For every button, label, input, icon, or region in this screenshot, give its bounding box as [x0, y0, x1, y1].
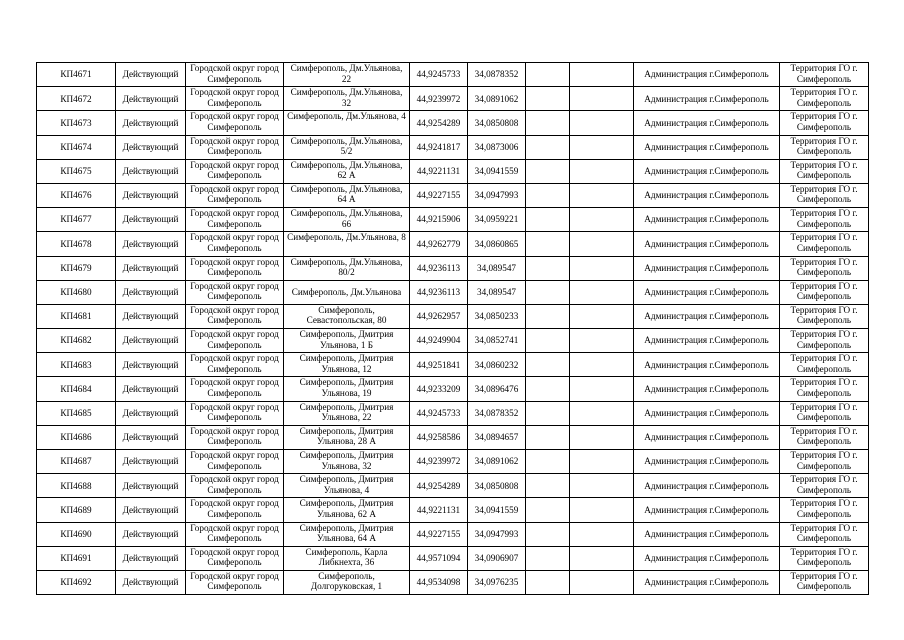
longitude-cell: 34,0976235 [468, 570, 526, 594]
district-cell: Городской округ город Симферополь [186, 474, 284, 498]
status-cell: Действующий [116, 522, 186, 546]
longitude-cell: 34,0891062 [468, 450, 526, 474]
district-cell: Городской округ город Симферополь [186, 353, 284, 377]
empty-cell [526, 401, 570, 425]
point-id-cell: КП4672 [37, 87, 116, 111]
point-id-cell: КП4676 [37, 183, 116, 207]
owner-cell: Администрация г.Симферополь [634, 304, 780, 328]
longitude-cell: 34,0860865 [468, 232, 526, 256]
longitude-cell: 34,0878352 [468, 401, 526, 425]
address-cell: Симферополь, Дм.Ульянова [284, 280, 410, 304]
table-row [37, 159, 869, 183]
latitude-cell: 44,9262779 [410, 232, 468, 256]
owner-cell: Администрация г.Симферополь [634, 183, 780, 207]
point-id-cell: КП4689 [37, 498, 116, 522]
table-row [37, 401, 869, 425]
registry-table [36, 62, 869, 595]
territory-cell: Территория ГО г. Симферополь [780, 111, 869, 135]
table-row [37, 546, 869, 570]
district-cell: Городской округ город Симферополь [186, 63, 284, 87]
territory-cell: Территория ГО г. Симферополь [780, 353, 869, 377]
longitude-cell: 34,0850233 [468, 304, 526, 328]
table-row [37, 111, 869, 135]
empty-cell [570, 63, 634, 87]
table-row [37, 570, 869, 594]
empty-cell [570, 401, 634, 425]
empty-cell [526, 208, 570, 232]
empty-cell [570, 256, 634, 280]
table-row [37, 304, 869, 328]
status-cell: Действующий [116, 425, 186, 449]
point-id-cell: КП4679 [37, 256, 116, 280]
point-id-cell: КП4688 [37, 474, 116, 498]
status-cell: Действующий [116, 304, 186, 328]
table-row [37, 183, 869, 207]
district-cell: Городской округ город Симферополь [186, 304, 284, 328]
address-cell: Симферополь, Дмитрия Ульянова, 62 А [284, 498, 410, 522]
status-cell: Действующий [116, 498, 186, 522]
territory-cell: Территория ГО г. Симферополь [780, 63, 869, 87]
owner-cell: Администрация г.Симферополь [634, 232, 780, 256]
empty-cell [526, 353, 570, 377]
address-cell: Симферополь, Дм.Ульянова, 62 А [284, 159, 410, 183]
district-cell: Городской округ город Симферополь [186, 425, 284, 449]
empty-cell [570, 546, 634, 570]
owner-cell: Администрация г.Симферополь [634, 208, 780, 232]
district-cell: Городской округ город Симферополь [186, 87, 284, 111]
empty-cell [526, 450, 570, 474]
owner-cell: Администрация г.Симферополь [634, 401, 780, 425]
territory-cell: Территория ГО г. Симферополь [780, 425, 869, 449]
empty-cell [526, 425, 570, 449]
territory-cell: Территория ГО г. Симферополь [780, 208, 869, 232]
registry-table-body [37, 63, 869, 595]
latitude-cell: 44,9215906 [410, 208, 468, 232]
address-cell: Симферополь, Дмитрия Ульянова, 12 [284, 353, 410, 377]
empty-cell [526, 329, 570, 353]
district-cell: Городской округ город Симферополь [186, 256, 284, 280]
empty-cell [526, 377, 570, 401]
status-cell: Действующий [116, 208, 186, 232]
territory-cell: Территория ГО г. Симферополь [780, 329, 869, 353]
owner-cell: Администрация г.Симферополь [634, 111, 780, 135]
owner-cell: Администрация г.Симферополь [634, 450, 780, 474]
empty-cell [570, 570, 634, 594]
status-cell: Действующий [116, 256, 186, 280]
address-cell: Симферополь, Дм.Ульянова, 4 [284, 111, 410, 135]
point-id-cell: КП4682 [37, 329, 116, 353]
latitude-cell: 44,9571094 [410, 546, 468, 570]
empty-cell [570, 111, 634, 135]
empty-cell [526, 159, 570, 183]
territory-cell: Территория ГО г. Симферополь [780, 87, 869, 111]
status-cell: Действующий [116, 63, 186, 87]
empty-cell [570, 183, 634, 207]
latitude-cell: 44,9221131 [410, 159, 468, 183]
status-cell: Действующий [116, 353, 186, 377]
territory-cell: Территория ГО г. Симферополь [780, 522, 869, 546]
district-cell: Городской округ город Симферополь [186, 329, 284, 353]
longitude-cell: 34,0947993 [468, 522, 526, 546]
territory-cell: Территория ГО г. Симферополь [780, 450, 869, 474]
point-id-cell: КП4687 [37, 450, 116, 474]
territory-cell: Территория ГО г. Симферополь [780, 232, 869, 256]
empty-cell [526, 498, 570, 522]
table-row [37, 256, 869, 280]
point-id-cell: КП4671 [37, 63, 116, 87]
district-cell: Городской округ город Симферополь [186, 232, 284, 256]
longitude-cell: 34,0891062 [468, 87, 526, 111]
empty-cell [570, 135, 634, 159]
owner-cell: Администрация г.Симферополь [634, 135, 780, 159]
address-cell: Симферополь, Дм.Ульянова, 8 [284, 232, 410, 256]
empty-cell [570, 450, 634, 474]
address-cell: Симферополь, Севастопольская, 80 [284, 304, 410, 328]
point-id-cell: КП4678 [37, 232, 116, 256]
owner-cell: Администрация г.Симферополь [634, 329, 780, 353]
table-row [37, 377, 869, 401]
address-cell: Симферополь, Дм.Ульянова, 64 А [284, 183, 410, 207]
address-cell: Симферополь, Дм.Ульянова, 80/2 [284, 256, 410, 280]
table-row [37, 208, 869, 232]
status-cell: Действующий [116, 329, 186, 353]
territory-cell: Территория ГО г. Симферополь [780, 183, 869, 207]
point-id-cell: КП4677 [37, 208, 116, 232]
status-cell: Действующий [116, 87, 186, 111]
empty-cell [526, 135, 570, 159]
longitude-cell: 34,089547 [468, 256, 526, 280]
point-id-cell: КП4673 [37, 111, 116, 135]
longitude-cell: 34,0850808 [468, 111, 526, 135]
district-cell: Городской округ город Симферополь [186, 183, 284, 207]
longitude-cell: 34,0873006 [468, 135, 526, 159]
longitude-cell: 34,0852741 [468, 329, 526, 353]
address-cell: Симферополь, Дм.Ульянова, 22 [284, 63, 410, 87]
address-cell: Симферополь, Долгоруковская, 1 [284, 570, 410, 594]
empty-cell [570, 159, 634, 183]
empty-cell [570, 280, 634, 304]
district-cell: Городской округ город Симферополь [186, 280, 284, 304]
territory-cell: Территория ГО г. Симферополь [780, 546, 869, 570]
owner-cell: Администрация г.Симферополь [634, 87, 780, 111]
longitude-cell: 34,0941559 [468, 159, 526, 183]
owner-cell: Администрация г.Симферополь [634, 474, 780, 498]
empty-cell [526, 280, 570, 304]
empty-cell [570, 329, 634, 353]
latitude-cell: 44,9245733 [410, 401, 468, 425]
address-cell: Симферополь, Дмитрия Ульянова, 22 [284, 401, 410, 425]
latitude-cell: 44,9251841 [410, 353, 468, 377]
latitude-cell: 44,9245733 [410, 63, 468, 87]
point-id-cell: КП4685 [37, 401, 116, 425]
latitude-cell: 44,9241817 [410, 135, 468, 159]
address-cell: Симферополь, Дм.Ульянова, 66 [284, 208, 410, 232]
status-cell: Действующий [116, 280, 186, 304]
empty-cell [570, 304, 634, 328]
empty-cell [570, 498, 634, 522]
longitude-cell: 34,0959221 [468, 208, 526, 232]
point-id-cell: КП4680 [37, 280, 116, 304]
point-id-cell: КП4691 [37, 546, 116, 570]
status-cell: Действующий [116, 546, 186, 570]
address-cell: Симферополь, Дмитрия Ульянова, 19 [284, 377, 410, 401]
empty-cell [526, 232, 570, 256]
owner-cell: Администрация г.Симферополь [634, 498, 780, 522]
owner-cell: Администрация г.Симферополь [634, 159, 780, 183]
empty-cell [526, 183, 570, 207]
longitude-cell: 34,0894657 [468, 425, 526, 449]
point-id-cell: КП4686 [37, 425, 116, 449]
table-row [37, 329, 869, 353]
point-id-cell: КП4674 [37, 135, 116, 159]
territory-cell: Территория ГО г. Симферополь [780, 135, 869, 159]
table-row [37, 498, 869, 522]
table-row [37, 280, 869, 304]
status-cell: Действующий [116, 377, 186, 401]
address-cell: Симферополь, Дмитрия Ульянова, 1 Б [284, 329, 410, 353]
owner-cell: Администрация г.Симферополь [634, 425, 780, 449]
district-cell: Городской округ город Симферополь [186, 401, 284, 425]
longitude-cell: 34,0878352 [468, 63, 526, 87]
address-cell: Симферополь, Дмитрия Ульянова, 28 А [284, 425, 410, 449]
territory-cell: Территория ГО г. Симферополь [780, 256, 869, 280]
status-cell: Действующий [116, 401, 186, 425]
territory-cell: Территория ГО г. Симферополь [780, 498, 869, 522]
address-cell: Симферополь, Дмитрия Ульянова, 64 А [284, 522, 410, 546]
point-id-cell: КП4675 [37, 159, 116, 183]
owner-cell: Администрация г.Симферополь [634, 546, 780, 570]
owner-cell: Администрация г.Симферополь [634, 353, 780, 377]
latitude-cell: 44,9227155 [410, 522, 468, 546]
empty-cell [570, 232, 634, 256]
longitude-cell: 34,0896476 [468, 377, 526, 401]
empty-cell [570, 208, 634, 232]
latitude-cell: 44,9262957 [410, 304, 468, 328]
address-cell: Симферополь, Дмитрия Ульянова, 4 [284, 474, 410, 498]
empty-cell [526, 256, 570, 280]
latitude-cell: 44,9239972 [410, 87, 468, 111]
district-cell: Городской округ город Симферополь [186, 450, 284, 474]
owner-cell: Администрация г.Симферополь [634, 63, 780, 87]
longitude-cell: 34,0860232 [468, 353, 526, 377]
address-cell: Симферополь, Дм.Ульянова, 32 [284, 87, 410, 111]
longitude-cell: 34,0850808 [468, 474, 526, 498]
table-row [37, 135, 869, 159]
longitude-cell: 34,089547 [468, 280, 526, 304]
empty-cell [526, 87, 570, 111]
owner-cell: Администрация г.Симферополь [634, 377, 780, 401]
table-row [37, 232, 869, 256]
district-cell: Городской округ город Симферополь [186, 498, 284, 522]
empty-cell [526, 546, 570, 570]
status-cell: Действующий [116, 159, 186, 183]
latitude-cell: 44,9236113 [410, 256, 468, 280]
empty-cell [570, 87, 634, 111]
territory-cell: Территория ГО г. Симферополь [780, 401, 869, 425]
longitude-cell: 34,0947993 [468, 183, 526, 207]
point-id-cell: КП4684 [37, 377, 116, 401]
latitude-cell: 44,9249904 [410, 329, 468, 353]
table-row [37, 63, 869, 87]
owner-cell: Администрация г.Симферополь [634, 280, 780, 304]
table-row [37, 425, 869, 449]
table-row [37, 353, 869, 377]
longitude-cell: 34,0906907 [468, 546, 526, 570]
address-cell: Симферополь, Дм.Ульянова, 5/2 [284, 135, 410, 159]
point-id-cell: КП4683 [37, 353, 116, 377]
status-cell: Действующий [116, 232, 186, 256]
empty-cell [570, 474, 634, 498]
table-row [37, 87, 869, 111]
district-cell: Городской округ город Симферополь [186, 159, 284, 183]
empty-cell [526, 570, 570, 594]
point-id-cell: КП4692 [37, 570, 116, 594]
latitude-cell: 44,9227155 [410, 183, 468, 207]
territory-cell: Территория ГО г. Симферополь [780, 280, 869, 304]
latitude-cell: 44,9233209 [410, 377, 468, 401]
latitude-cell: 44,9534098 [410, 570, 468, 594]
territory-cell: Территория ГО г. Симферополь [780, 377, 869, 401]
territory-cell: Территория ГО г. Симферополь [780, 570, 869, 594]
district-cell: Городской округ город Симферополь [186, 377, 284, 401]
status-cell: Действующий [116, 570, 186, 594]
status-cell: Действующий [116, 111, 186, 135]
address-cell: Симферополь, Карла Либкнехта, 36 [284, 546, 410, 570]
longitude-cell: 34,0941559 [468, 498, 526, 522]
latitude-cell: 44,9239972 [410, 450, 468, 474]
territory-cell: Территория ГО г. Симферополь [780, 159, 869, 183]
district-cell: Городской округ город Симферополь [186, 570, 284, 594]
table-row [37, 522, 869, 546]
empty-cell [526, 522, 570, 546]
status-cell: Действующий [116, 450, 186, 474]
district-cell: Городской округ город Симферополь [186, 522, 284, 546]
empty-cell [526, 304, 570, 328]
empty-cell [570, 353, 634, 377]
territory-cell: Территория ГО г. Симферополь [780, 474, 869, 498]
status-cell: Действующий [116, 183, 186, 207]
owner-cell: Администрация г.Симферополь [634, 570, 780, 594]
point-id-cell: КП4690 [37, 522, 116, 546]
point-id-cell: КП4681 [37, 304, 116, 328]
latitude-cell: 44,9258586 [410, 425, 468, 449]
empty-cell [570, 522, 634, 546]
empty-cell [526, 63, 570, 87]
district-cell: Городской округ город Симферополь [186, 208, 284, 232]
latitude-cell: 44,9254289 [410, 111, 468, 135]
table-row [37, 450, 869, 474]
empty-cell [526, 474, 570, 498]
owner-cell: Администрация г.Симферополь [634, 522, 780, 546]
address-cell: Симферополь, Дмитрия Ульянова, 32 [284, 450, 410, 474]
empty-cell [570, 377, 634, 401]
district-cell: Городской округ город Симферополь [186, 135, 284, 159]
district-cell: Городской округ город Симферополь [186, 111, 284, 135]
empty-cell [526, 111, 570, 135]
status-cell: Действующий [116, 135, 186, 159]
table-row [37, 474, 869, 498]
latitude-cell: 44,9236113 [410, 280, 468, 304]
territory-cell: Территория ГО г. Симферополь [780, 304, 869, 328]
latitude-cell: 44,9221131 [410, 498, 468, 522]
latitude-cell: 44,9254289 [410, 474, 468, 498]
district-cell: Городской округ город Симферополь [186, 546, 284, 570]
owner-cell: Администрация г.Симферополь [634, 256, 780, 280]
status-cell: Действующий [116, 474, 186, 498]
empty-cell [570, 425, 634, 449]
